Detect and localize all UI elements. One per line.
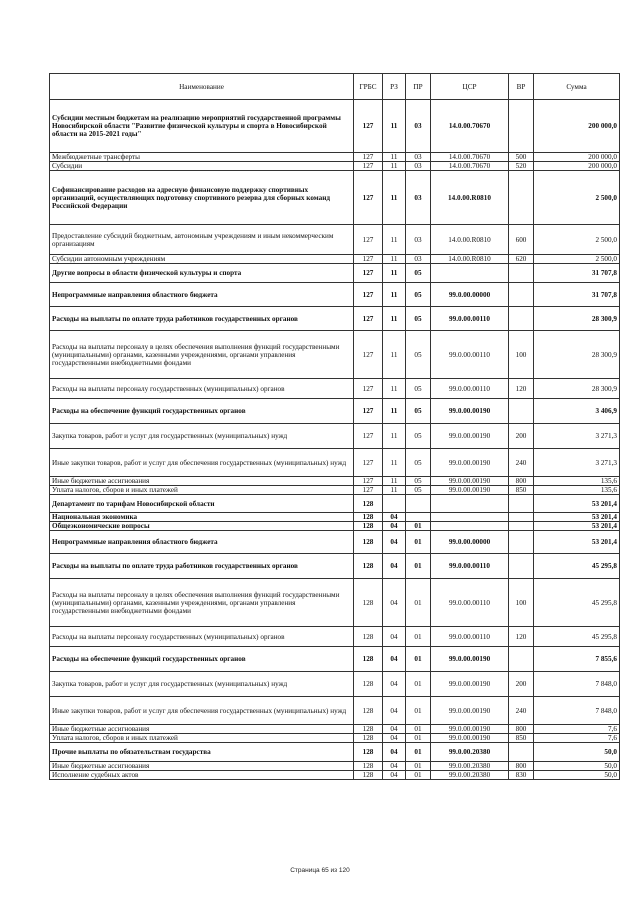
row-csr: 99.0.00.00190	[431, 486, 509, 495]
row-rz: 11	[383, 162, 406, 171]
row-grbs: 128	[354, 513, 383, 522]
table-row	[50, 697, 620, 725]
row-csr: 99.0.00.00190	[431, 424, 509, 449]
header-sum: Сумма	[534, 74, 620, 100]
row-vr: 800	[509, 762, 534, 771]
row-name: Другие вопросы в области физической культуры и спорта	[50, 264, 354, 283]
row-sum: 3 271,3	[534, 424, 620, 449]
row-name: Иные бюджетные ассигнования	[50, 477, 354, 486]
row-csr: 99.0.00.00190	[431, 697, 509, 725]
row-rz: 04	[383, 697, 406, 725]
row-rz: 11	[383, 424, 406, 449]
row-pr: 05	[406, 283, 431, 307]
row-sum: 135,6	[534, 477, 620, 486]
row-csr: 14.0.00.R0810	[431, 255, 509, 264]
row-vr: 200	[509, 672, 534, 697]
row-rz: 11	[383, 307, 406, 331]
row-pr: 05	[406, 477, 431, 486]
row-name: Уплата налогов, сборов и иных платежей	[50, 734, 354, 743]
row-grbs: 127	[354, 225, 383, 255]
row-grbs: 128	[354, 554, 383, 579]
table-row	[50, 531, 620, 554]
row-name: Расходы на выплаты по оплате труда работников государственных органов	[50, 554, 354, 579]
row-csr: 14.0.00.70670	[431, 162, 509, 171]
row-sum: 200 000,0	[534, 100, 620, 153]
table-row	[50, 449, 620, 477]
row-name: Закупка товаров, работ и услуг для государственных (муниципальных) нужд	[50, 672, 354, 697]
row-vr	[509, 307, 534, 331]
row-csr: 99.0.00.00000	[431, 531, 509, 554]
row-rz: 04	[383, 647, 406, 672]
row-name: Общеэкономические вопросы	[50, 522, 354, 531]
row-vr: 500	[509, 153, 534, 162]
row-sum: 28 300,9	[534, 379, 620, 399]
row-name: Расходы на выплаты персоналу государственных (муниципальных) органов	[50, 379, 354, 399]
row-csr: 99.0.00.20380	[431, 762, 509, 771]
row-name: Субсидии автономным учреждениям	[50, 255, 354, 264]
table-row	[50, 725, 620, 734]
row-pr: 05	[406, 307, 431, 331]
table-row	[50, 100, 620, 153]
header-csr: ЦСР	[431, 74, 509, 100]
row-grbs: 127	[354, 486, 383, 495]
row-pr: 01	[406, 743, 431, 762]
row-name: Межбюджетные трансферты	[50, 153, 354, 162]
table-row	[50, 477, 620, 486]
table-row	[50, 399, 620, 424]
row-pr: 01	[406, 762, 431, 771]
row-name: Расходы на обеспечение функций государственных органов	[50, 399, 354, 424]
table-row	[50, 734, 620, 743]
row-pr: 05	[406, 379, 431, 399]
row-pr: 01	[406, 725, 431, 734]
row-csr: 99.0.00.20380	[431, 743, 509, 762]
row-csr: 99.0.00.00190	[431, 399, 509, 424]
table-row	[50, 771, 620, 780]
table-row	[50, 331, 620, 379]
row-pr: 05	[406, 486, 431, 495]
table-row	[50, 554, 620, 579]
row-name: Расходы на выплаты персоналу в целях обеспечения выполнения функций государственными (муниципальными) органами, казенными учреждениями, органами управления государственными внебюджетными фондами	[50, 579, 354, 627]
table-row	[50, 264, 620, 283]
row-name: Исполнение судебных актов	[50, 771, 354, 780]
table-body	[50, 100, 620, 780]
row-pr: 03	[406, 255, 431, 264]
row-csr	[431, 495, 509, 513]
row-sum: 53 201,4	[534, 522, 620, 531]
table-row	[50, 424, 620, 449]
row-name: Закупка товаров, работ и услуг для государственных (муниципальных) нужд	[50, 424, 354, 449]
row-rz: 11	[383, 331, 406, 379]
row-vr: 850	[509, 486, 534, 495]
row-sum: 200 000,0	[534, 162, 620, 171]
row-rz: 11	[383, 486, 406, 495]
row-rz: 11	[383, 477, 406, 486]
row-vr: 830	[509, 771, 534, 780]
row-pr: 01	[406, 522, 431, 531]
table-row	[50, 647, 620, 672]
row-name: Национальная экономика	[50, 513, 354, 522]
row-sum: 3 406,9	[534, 399, 620, 424]
row-grbs: 128	[354, 734, 383, 743]
row-grbs: 128	[354, 647, 383, 672]
row-vr	[509, 399, 534, 424]
row-rz: 11	[383, 153, 406, 162]
row-pr: 01	[406, 554, 431, 579]
row-sum: 31 707,8	[534, 283, 620, 307]
row-grbs: 127	[354, 449, 383, 477]
row-rz: 11	[383, 225, 406, 255]
row-sum: 53 201,4	[534, 495, 620, 513]
table-row	[50, 513, 620, 522]
row-grbs: 128	[354, 743, 383, 762]
row-rz: 11	[383, 449, 406, 477]
table-row	[50, 283, 620, 307]
row-pr: 03	[406, 171, 431, 225]
table-row	[50, 522, 620, 531]
row-pr: 03	[406, 225, 431, 255]
row-pr: 05	[406, 424, 431, 449]
header-rz: РЗ	[383, 74, 406, 100]
row-pr: 01	[406, 647, 431, 672]
row-sum: 200 000,0	[534, 153, 620, 162]
row-sum: 2 500,0	[534, 225, 620, 255]
row-vr: 200	[509, 424, 534, 449]
row-pr	[406, 495, 431, 513]
row-sum: 7,6	[534, 725, 620, 734]
row-sum: 50,0	[534, 771, 620, 780]
row-csr: 99.0.00.00110	[431, 331, 509, 379]
row-grbs: 128	[354, 771, 383, 780]
row-rz: 04	[383, 734, 406, 743]
row-sum: 7 848,0	[534, 697, 620, 725]
row-rz: 11	[383, 399, 406, 424]
row-rz: 04	[383, 672, 406, 697]
row-grbs: 128	[354, 579, 383, 627]
table-row	[50, 379, 620, 399]
row-grbs: 127	[354, 171, 383, 225]
row-vr	[509, 554, 534, 579]
table-row	[50, 486, 620, 495]
row-pr: 01	[406, 627, 431, 647]
row-vr: 520	[509, 162, 534, 171]
row-grbs: 128	[354, 725, 383, 734]
row-name: Софинансирование расходов на адресную финансовую поддержку спортивных организаций, осуществляющих подготовку спортивного резерва для сборных команд Российской Федерации	[50, 171, 354, 225]
row-sum: 50,0	[534, 762, 620, 771]
row-sum: 53 201,4	[534, 531, 620, 554]
table-row	[50, 672, 620, 697]
row-sum: 28 300,9	[534, 307, 620, 331]
row-rz: 04	[383, 531, 406, 554]
row-pr: 01	[406, 672, 431, 697]
row-csr	[431, 264, 509, 283]
row-vr: 120	[509, 627, 534, 647]
row-vr	[509, 522, 534, 531]
row-rz: 04	[383, 522, 406, 531]
row-pr: 05	[406, 449, 431, 477]
row-name: Расходы на выплаты по оплате труда работников государственных органов	[50, 307, 354, 331]
row-pr: 05	[406, 399, 431, 424]
row-vr	[509, 171, 534, 225]
row-grbs: 127	[354, 477, 383, 486]
row-csr	[431, 522, 509, 531]
row-sum: 28 300,9	[534, 331, 620, 379]
row-rz: 04	[383, 554, 406, 579]
row-rz: 11	[383, 100, 406, 153]
row-name: Уплата налогов, сборов и иных платежей	[50, 486, 354, 495]
row-sum: 7,6	[534, 734, 620, 743]
row-csr: 99.0.00.00000	[431, 283, 509, 307]
header-row	[50, 74, 620, 100]
row-rz: 11	[383, 379, 406, 399]
row-grbs: 127	[354, 283, 383, 307]
row-sum: 3 271,3	[534, 449, 620, 477]
row-vr: 240	[509, 697, 534, 725]
table-row	[50, 307, 620, 331]
row-sum: 45 295,8	[534, 554, 620, 579]
row-rz: 11	[383, 264, 406, 283]
header-name: Наименование	[50, 74, 354, 100]
row-pr: 01	[406, 579, 431, 627]
row-rz: 04	[383, 725, 406, 734]
row-csr: 99.0.00.00190	[431, 672, 509, 697]
row-grbs: 127	[354, 307, 383, 331]
row-pr: 01	[406, 734, 431, 743]
row-grbs: 127	[354, 399, 383, 424]
row-name: Субсидии	[50, 162, 354, 171]
row-vr	[509, 647, 534, 672]
row-pr: 01	[406, 771, 431, 780]
header-vr: ВР	[509, 74, 534, 100]
row-name: Расходы на выплаты персоналу в целях обеспечения выполнения функций государственными (муниципальными) органами, казенными учреждениями, органами управления государственными внебюджетными фондами	[50, 331, 354, 379]
row-name: Иные бюджетные ассигнования	[50, 762, 354, 771]
row-vr: 800	[509, 725, 534, 734]
row-sum: 50,0	[534, 743, 620, 762]
row-rz: 04	[383, 762, 406, 771]
row-csr: 99.0.00.00190	[431, 725, 509, 734]
row-rz: 04	[383, 771, 406, 780]
row-rz: 04	[383, 513, 406, 522]
row-vr: 850	[509, 734, 534, 743]
row-csr: 14.0.00.70670	[431, 100, 509, 153]
row-grbs: 127	[354, 264, 383, 283]
row-vr: 600	[509, 225, 534, 255]
row-pr: 03	[406, 100, 431, 153]
table-row	[50, 255, 620, 264]
row-grbs: 128	[354, 697, 383, 725]
row-rz	[383, 495, 406, 513]
row-rz: 04	[383, 579, 406, 627]
row-name: Прочие выплаты по обязательствам государства	[50, 743, 354, 762]
row-vr	[509, 264, 534, 283]
row-grbs: 128	[354, 627, 383, 647]
row-vr: 100	[509, 579, 534, 627]
row-sum: 135,6	[534, 486, 620, 495]
row-sum: 7 855,6	[534, 647, 620, 672]
row-grbs: 128	[354, 762, 383, 771]
row-grbs: 128	[354, 531, 383, 554]
row-name: Иные бюджетные ассигнования	[50, 725, 354, 734]
row-csr: 99.0.00.00190	[431, 449, 509, 477]
row-csr: 99.0.00.00190	[431, 734, 509, 743]
row-sum: 2 500,0	[534, 171, 620, 225]
row-name: Расходы на обеспечение функций государственных органов	[50, 647, 354, 672]
row-vr	[509, 495, 534, 513]
row-vr	[509, 283, 534, 307]
row-sum: 45 295,8	[534, 579, 620, 627]
table-row	[50, 225, 620, 255]
row-name: Департамент по тарифам Новосибирской области	[50, 495, 354, 513]
row-pr: 05	[406, 264, 431, 283]
table-row	[50, 579, 620, 627]
row-csr: 99.0.00.00110	[431, 554, 509, 579]
row-grbs: 128	[354, 495, 383, 513]
table-row	[50, 162, 620, 171]
row-grbs: 127	[354, 424, 383, 449]
row-csr: 14.0.00.70670	[431, 153, 509, 162]
row-pr: 01	[406, 531, 431, 554]
row-name: Непрограммные направления областного бюджета	[50, 531, 354, 554]
row-vr	[509, 100, 534, 153]
row-vr: 120	[509, 379, 534, 399]
row-name: Расходы на выплаты персоналу государственных (муниципальных) органов	[50, 627, 354, 647]
table-row	[50, 495, 620, 513]
row-csr: 99.0.00.00190	[431, 477, 509, 486]
row-grbs: 128	[354, 522, 383, 531]
row-grbs: 127	[354, 379, 383, 399]
row-rz: 04	[383, 627, 406, 647]
row-csr: 99.0.00.00110	[431, 307, 509, 331]
row-csr: 99.0.00.00190	[431, 647, 509, 672]
row-rz: 11	[383, 171, 406, 225]
row-sum: 53 201,4	[534, 513, 620, 522]
table-row	[50, 627, 620, 647]
table-row	[50, 153, 620, 162]
row-csr: 99.0.00.00110	[431, 627, 509, 647]
row-sum: 31 707,8	[534, 264, 620, 283]
row-vr: 240	[509, 449, 534, 477]
row-name: Предоставление субсидий бюджетным, автономным учреждениям и иным некоммерческим организациям	[50, 225, 354, 255]
row-csr: 99.0.00.00110	[431, 579, 509, 627]
row-vr: 800	[509, 477, 534, 486]
row-name: Иные закупки товаров, работ и услуг для обеспечения государственных (муниципальных) нужд	[50, 697, 354, 725]
row-rz: 11	[383, 283, 406, 307]
row-vr	[509, 513, 534, 522]
table-row	[50, 762, 620, 771]
row-pr: 01	[406, 697, 431, 725]
row-rz: 11	[383, 255, 406, 264]
row-vr: 100	[509, 331, 534, 379]
row-vr	[509, 531, 534, 554]
row-csr	[431, 513, 509, 522]
row-grbs: 127	[354, 153, 383, 162]
row-pr: 05	[406, 331, 431, 379]
row-grbs: 127	[354, 100, 383, 153]
page-footer: Страница 65 из 120	[290, 867, 350, 874]
row-grbs: 127	[354, 255, 383, 264]
row-csr: 99.0.00.00110	[431, 379, 509, 399]
row-sum: 2 500,0	[534, 255, 620, 264]
row-name: Иные закупки товаров, работ и услуг для обеспечения государственных (муниципальных) нужд	[50, 449, 354, 477]
row-vr: 620	[509, 255, 534, 264]
row-grbs: 127	[354, 331, 383, 379]
row-pr: 03	[406, 162, 431, 171]
row-name: Субсидии местным бюджетам на реализацию мероприятий государственной программы Новосибирской области "Развитие физической культуры и спорта в Новосибирской области на 2015-2021 годы"	[50, 100, 354, 153]
row-vr	[509, 743, 534, 762]
header-pr: ПР	[406, 74, 431, 100]
row-sum: 45 295,8	[534, 627, 620, 647]
table-row	[50, 171, 620, 225]
row-csr: 14.0.00.R0810	[431, 171, 509, 225]
row-sum: 7 848,0	[534, 672, 620, 697]
row-name: Непрограммные направления областного бюджета	[50, 283, 354, 307]
row-csr: 14.0.00.R0810	[431, 225, 509, 255]
budget-table	[49, 73, 620, 780]
table-row	[50, 743, 620, 762]
row-grbs: 127	[354, 162, 383, 171]
row-pr	[406, 513, 431, 522]
row-rz: 04	[383, 743, 406, 762]
header-grbs: ГРБС	[354, 74, 383, 100]
row-grbs: 128	[354, 672, 383, 697]
row-pr: 03	[406, 153, 431, 162]
row-csr: 99.0.00.20380	[431, 771, 509, 780]
